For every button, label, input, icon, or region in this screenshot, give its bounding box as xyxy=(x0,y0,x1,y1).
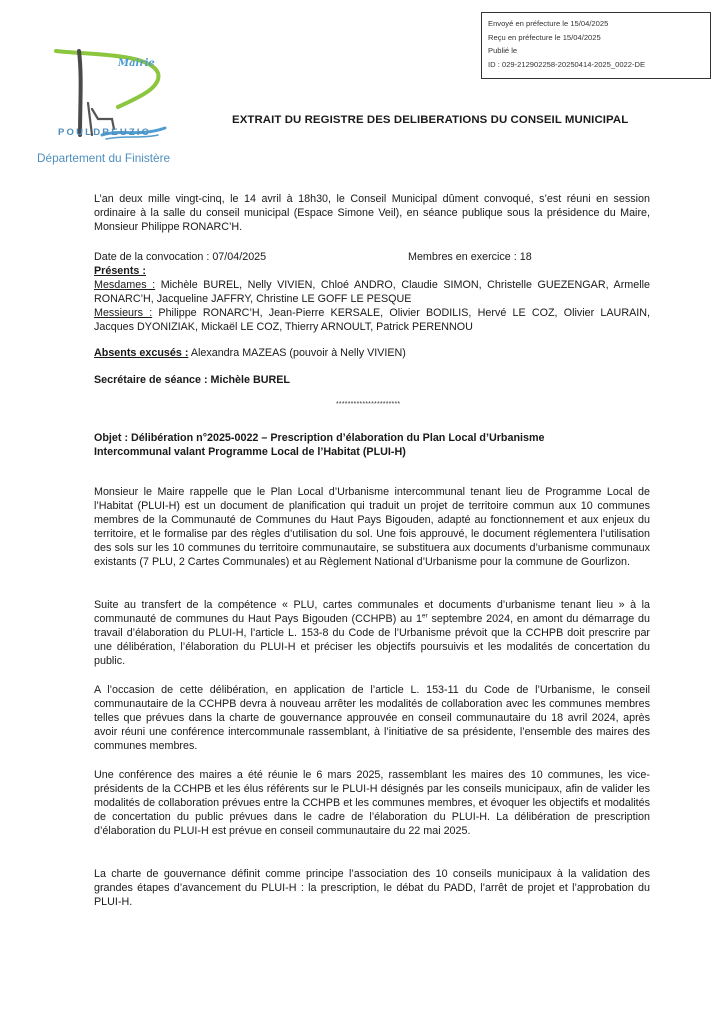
secretary-name: Michèle BUREL xyxy=(210,374,290,386)
objet-heading xyxy=(94,431,650,459)
paragraph-text: Une conférence des maires a été réunie le 6 mars 2025, rassemblant les maires des 10 communes, les vice-présidents de la CCHPB et les élus référents sur le PLUI-H désignés par les conseils municipaux, afin de valider les modalités de collaboration prévues entre la CCHPB et les communes membres, et évoquer les objectifs et modalités de concertation du public prévues dans le cadre de l’élaboration du PLUI-H. La délibération de prescription d’élaboration du PLUI-H est prévue en conseil communautaire du 22 mai 2025. xyxy=(94,769,650,838)
meeting-details xyxy=(94,250,650,335)
convocation-label: Date de la convocation : xyxy=(94,251,213,263)
body-paragraph-4 xyxy=(94,768,650,838)
absent-section xyxy=(94,346,650,360)
members-label: Membres en exercice : xyxy=(408,251,520,263)
logo-town-name: POULDREUZIC xyxy=(58,127,151,138)
logo-mairie-text: Mairie xyxy=(118,58,155,69)
intro-section xyxy=(94,192,650,234)
members-value: 18 xyxy=(519,251,532,263)
prefecture-stamp xyxy=(481,12,711,79)
intro-paragraph: L’an deux mille vingt-cinq, le 14 avril à 18h30, le Conseil Municipal dûment convoqué, s’est réuni en session ordinaire à la salle du conseil municipal (Espace Simone Veil), en séance publique sous la présidence du Maire, Monsieur Philippe RONARC’H. xyxy=(94,193,650,234)
members-count xyxy=(408,250,532,264)
absent-names: Alexandra MAZEAS (pouvoir à Nelly VIVIEN) xyxy=(190,347,406,359)
stamp-sent: Envoyé en préfecture le 15/04/2025 xyxy=(488,19,609,28)
separator: ********************** xyxy=(336,401,401,408)
paragraph-part: Suite au transfert de la compétence « PLU, cartes communales et documents d’urbanisme tenant lieu » à la communauté de communes du Haut Pays Bigouden (CCHPB) au 1 xyxy=(94,599,650,626)
paragraph-text: La charte de gouvernance définit comme principe l’association des 10 conseils municipaux à la validation des grandes étapes d’avancement du PLUI-H : la prescription, le débat du PADD, l’arrêt de projet et l’approbation du PLUI-H. xyxy=(94,868,650,909)
superscript: er xyxy=(421,612,428,620)
paragraph-text: Monsieur le Maire rappelle que le Plan Local d’Urbanisme intercommunal tenant lieu de Programme Local de l’Habitat (PLUI-H) est un document de planification qui traduit un projet de territoire commun aux 10 communes membres de la Communauté de Communes du Haut Pays Bigouden, adapté au fonctionnement et aux enjeux du territoire, et le formalise par des règles d’utilisation du sol. Une fois approuvé, le document réglementera l’utilisation des sols sur les 10 communes du territoire communautaire, se substituera aux documents d’urbanisme communaux existants (7 PLU, 2 Cartes Communales) et au Règlement National d’Urbanisme pour la commune de Gourlizon. xyxy=(94,486,650,569)
mairie-logo xyxy=(40,25,190,140)
document-title: EXTRAIT DU REGISTRE DES DELIBERATIONS DU CONSEIL MUNICIPAL xyxy=(232,114,629,126)
secretary-label: Secrétaire de séance : xyxy=(94,374,211,386)
present-label: Présents : xyxy=(94,265,146,278)
body-paragraph-5 xyxy=(94,867,650,909)
messieurs-list xyxy=(94,306,650,334)
paragraph-text: A l’occasion de cette délibération, en application de l’article L. 153-11 du Code de l’Urbanisme, le conseil communautaire de la CCHPB devra à nouveau arrêter les modalités de collaboration avec les communes membres telles que prévues dans la charte de gouvernance approuvée en conseil communautaire du 18 avril 2024, après avoir réuni une conférence intercommunale rassemblant, à l’initiative de sa présidente, l’ensemble des maires des communes membres. xyxy=(94,684,650,753)
convocation-value: 07/04/2025 xyxy=(212,251,267,263)
objet-line-1: Objet : Délibération n°2025-0022 – Prescription d’élaboration du Plan Local d’Urbanisme xyxy=(94,432,545,444)
mesdames-label: Mesdames : xyxy=(94,279,156,292)
stamp-published: Publié le xyxy=(488,46,518,55)
stamp-received: Reçu en préfecture le 15/04/2025 xyxy=(488,32,601,42)
body-paragraph-3 xyxy=(94,683,650,753)
body-paragraph-2 xyxy=(94,598,650,668)
logo-department: Département du Finistère xyxy=(37,151,171,165)
convocation-date xyxy=(94,250,408,264)
mesdames-names: Michèle BUREL, Nelly VIVIEN, Chloé ANDRO, Claudie SIMON, Christelle GUEZENGAR, Armelle RONARC’H, Jacqueline JAFFRY, Christine LE GOFF LE PESQUE xyxy=(94,279,650,306)
messieurs-names: Philippe RONARC’H, Jean-Pierre KERSALE, Olivier BODILIS, Hervé LE COZ, Olivier LAURAIN, Jacques DYONIZIAK, Mickaël LE COZ, Thierry ARNOULT, Patrick PERENNOU xyxy=(94,307,650,334)
absent-label: Absents excusés : xyxy=(94,347,189,359)
logo-graphic-icon xyxy=(40,25,190,140)
objet-line-2: Intercommunal valant Programme Local de l’Habitat (PLUI-H) xyxy=(94,446,406,459)
messieurs-label: Messieurs : xyxy=(94,307,153,320)
mesdames-list xyxy=(94,278,650,306)
paragraph-text xyxy=(94,598,650,668)
paragraph-part: septembre 2024, en amont du démarrage du travail d’élaboration du PLUI-H, l’article L. 153-8 du Code de l’Urbanisme prévoit que la CCHPB doit prescrire par une délibération, l’élaboration du PLUI-H et préciser les objectifs poursuivis et les modalités de concertation du public. xyxy=(94,613,650,668)
body-paragraph-1 xyxy=(94,485,650,570)
stamp-id: ID : 029-212902258-20250414-2025_0022-DE xyxy=(488,59,646,69)
secretary-section xyxy=(94,373,650,387)
